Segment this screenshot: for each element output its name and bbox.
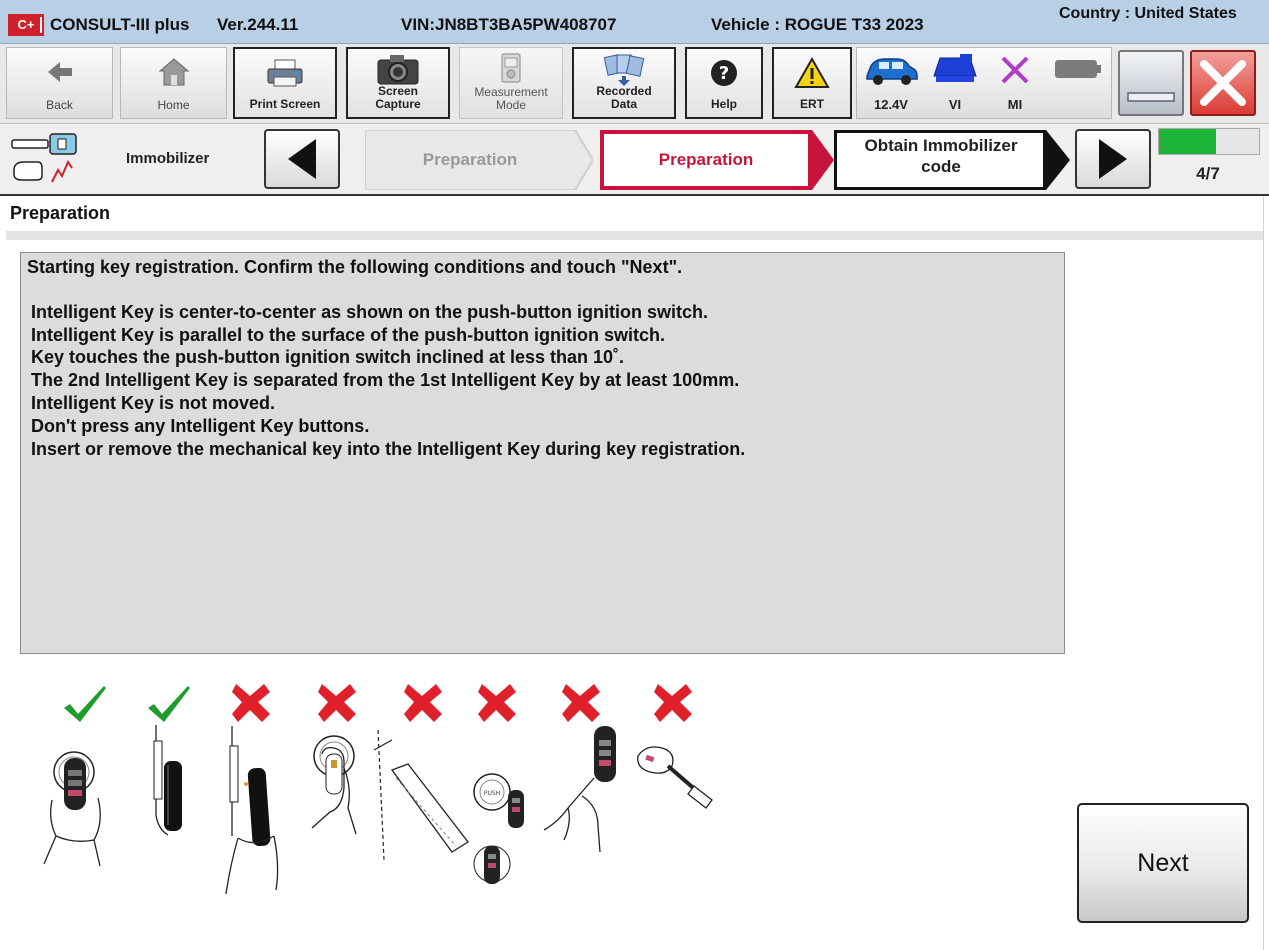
help-button[interactable]: ? Help	[685, 47, 763, 119]
finger-pressing-figure	[538, 726, 628, 856]
check-icon	[62, 680, 108, 726]
cross-icon	[228, 680, 274, 726]
progress-bar	[1158, 128, 1260, 155]
mi-status	[985, 54, 1045, 112]
step-current: Preparation	[600, 130, 834, 190]
printer-icon	[265, 58, 305, 88]
key-inclined-figure	[372, 730, 472, 860]
back-button[interactable]: Back	[6, 47, 113, 119]
instruction-line: Intelligent Key is not moved.	[31, 392, 276, 413]
two-keys-figure	[468, 766, 538, 894]
key-tilted-figure	[224, 726, 290, 894]
arrow-right-icon	[1077, 131, 1149, 187]
key-parallel-figure	[148, 725, 208, 840]
app-name: CONSULT-III plus	[50, 15, 190, 34]
arrow-left-icon	[266, 131, 338, 187]
svg-text:?: ?	[718, 63, 730, 84]
cross-icon	[558, 680, 604, 726]
instruction-heading: Starting key registration. Confirm the following conditions and touch "Next".	[27, 257, 683, 277]
title-bar	[0, 0, 1269, 44]
measurement-mode-button[interactable]: Measurement Mode	[459, 47, 563, 119]
home-button[interactable]: Home	[120, 47, 227, 119]
instruction-line: Insert or remove the mechanical key into the Intelligent Key during key registration.	[31, 438, 746, 459]
cross-icon	[474, 680, 520, 726]
meter-icon	[499, 52, 523, 84]
system-name: Immobilizer	[126, 150, 210, 167]
key-centered-figure	[38, 740, 118, 870]
section-divider	[6, 231, 1263, 240]
battery-status	[1047, 54, 1107, 89]
instruction-line: Key touches the push-button ignition switch inclined at less than 10˚.	[31, 347, 625, 368]
ert-button[interactable]: ERT	[772, 47, 852, 119]
vin-label: VIN:JN8BT3BA5PW408707	[401, 15, 617, 34]
minimize-icon	[1120, 52, 1182, 114]
recorded-data-button[interactable]: Recorded Data	[572, 47, 676, 119]
check-icon	[146, 680, 192, 726]
vi-label: VI	[948, 97, 962, 112]
warning-icon	[794, 57, 830, 89]
home-icon	[158, 57, 190, 87]
step-previous: Preparation	[365, 130, 593, 190]
mi-label: MI	[1007, 97, 1023, 112]
cross-icon	[650, 680, 696, 726]
page-title: Preparation	[10, 203, 111, 223]
back-arrow-icon	[46, 59, 74, 85]
window-edge	[1263, 196, 1269, 950]
recorded-data-icon	[602, 52, 646, 86]
next-button[interactable]: Next	[1077, 803, 1249, 923]
vi-status	[925, 54, 985, 112]
progress-text: 4/7	[1196, 164, 1220, 183]
key-position-illustrations	[20, 670, 740, 900]
instruction-line: Intelligent Key is center-to-center as shown on the push-button ignition switch.	[31, 301, 709, 322]
car-icon	[863, 54, 919, 86]
vehicle-label: Vehicle : ROGUE T33 2023	[711, 15, 924, 34]
app-logo: C+	[8, 14, 44, 36]
immobilizer-icon	[8, 130, 88, 190]
battery-voltage-status	[861, 54, 921, 112]
instruction-line: Intelligent Key is parallel to the surface of the push-button ignition switch.	[31, 324, 666, 345]
instruction-line: The 2nd Intelligent Key is separated from the 1st Intelligent Key by at least 100mm.	[31, 370, 740, 391]
vi-device-icon	[930, 54, 980, 88]
step-next: Obtain Immobilizer code	[834, 130, 1070, 190]
progress-fill	[1159, 129, 1216, 154]
next-step-button[interactable]	[1075, 129, 1151, 189]
print-screen-button[interactable]: Print Screen	[233, 47, 337, 119]
cross-icon	[400, 680, 446, 726]
close-button[interactable]	[1190, 50, 1256, 116]
mi-disconnected-icon	[995, 54, 1035, 88]
previous-step-button[interactable]	[264, 129, 340, 189]
screen-capture-button[interactable]: Screen Capture	[346, 47, 450, 119]
instruction-box	[20, 252, 1065, 654]
country-label: Country : United States	[1059, 5, 1237, 22]
voltage-label: 12.4V	[874, 97, 908, 112]
close-icon	[1192, 52, 1254, 114]
status-panel	[856, 47, 1112, 119]
battery-icon	[1051, 54, 1103, 84]
cross-icon	[314, 680, 360, 726]
app-version: Ver.244.11	[217, 15, 299, 34]
minimize-button[interactable]	[1118, 50, 1184, 116]
mechanical-key-figure	[632, 740, 722, 810]
camera-icon	[375, 52, 421, 86]
toolbar	[0, 44, 1269, 124]
step-navigation	[0, 124, 1269, 196]
instruction-line: Don't press any Intelligent Key buttons.	[31, 415, 370, 436]
help-icon	[709, 58, 739, 88]
svg-text:PUSH: PUSH	[483, 790, 501, 797]
key-off-center-figure	[300, 728, 370, 838]
